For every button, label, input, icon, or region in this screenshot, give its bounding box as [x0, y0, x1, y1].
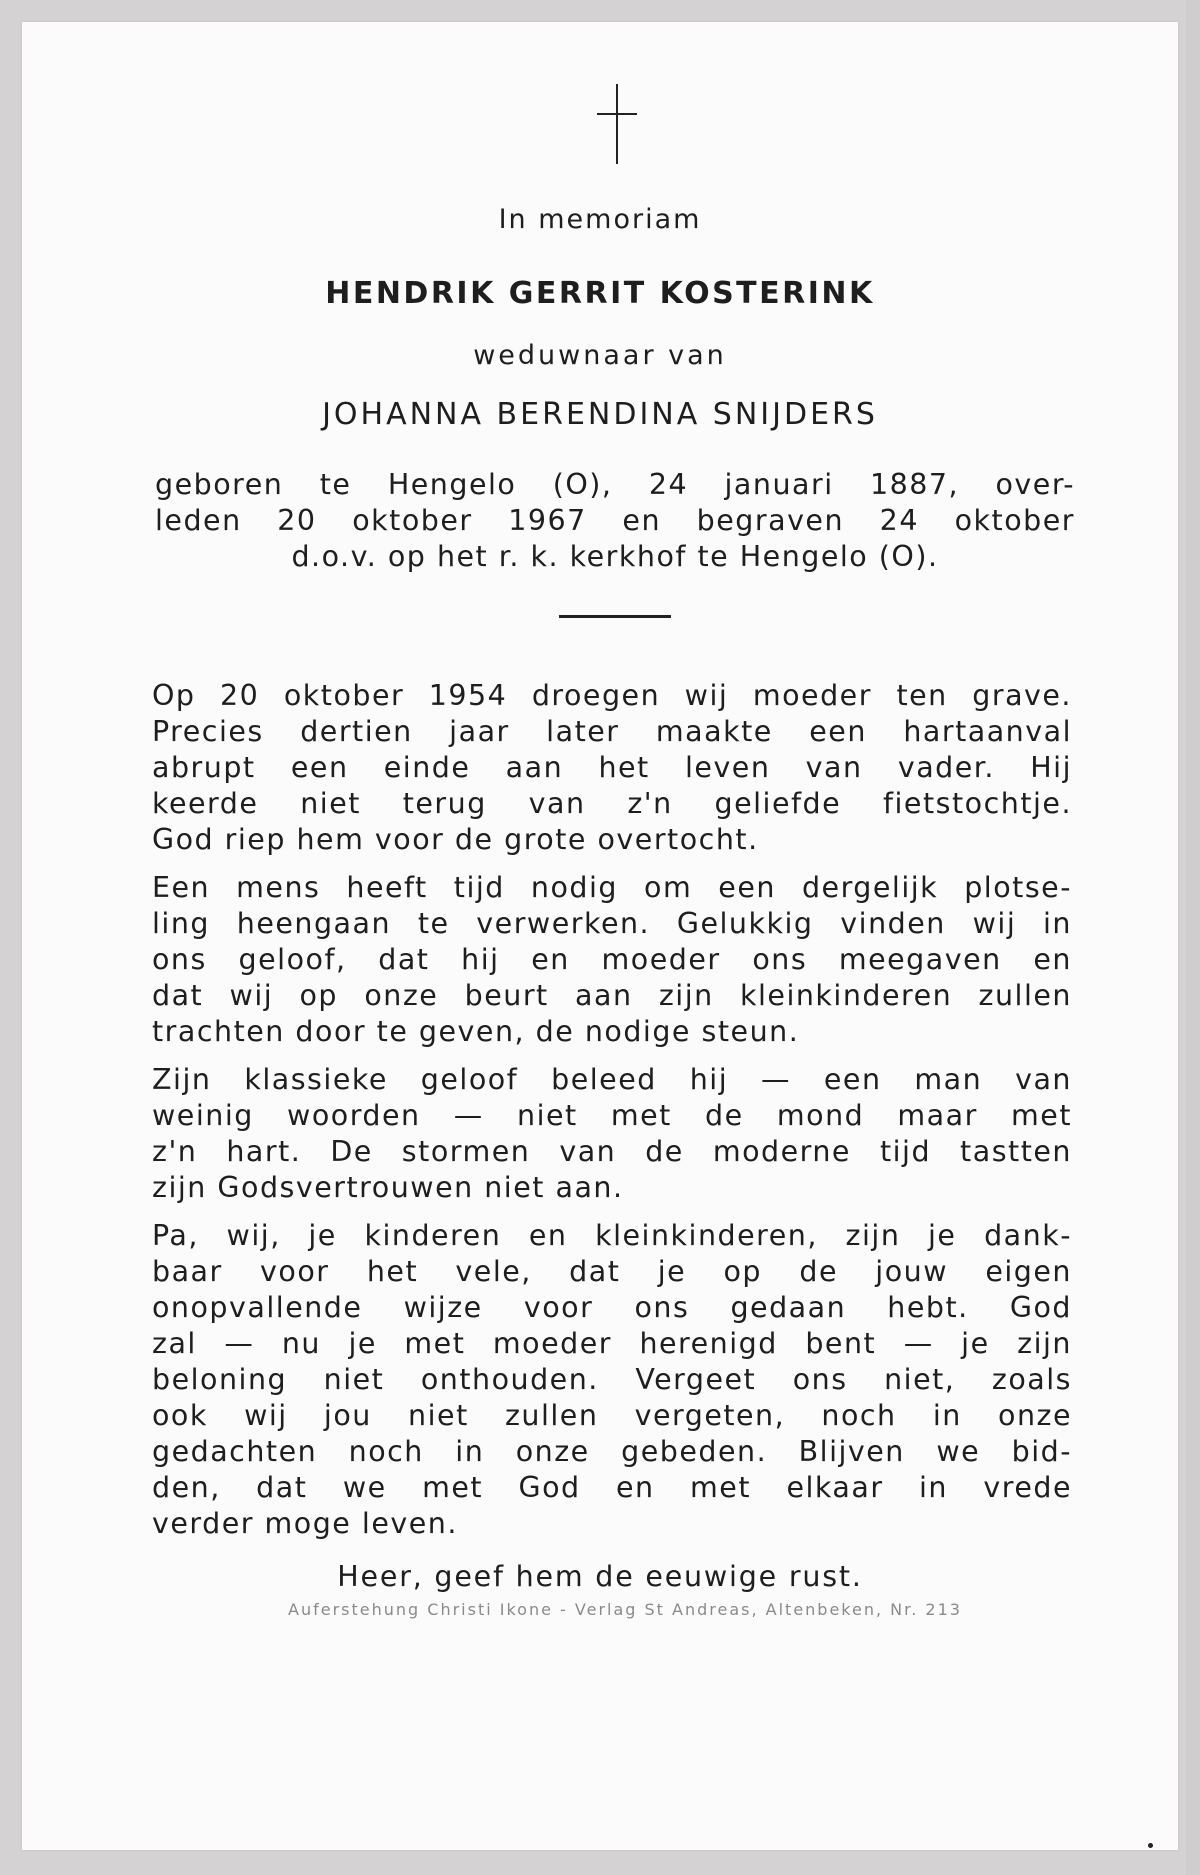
text-line: God riep hem voor de grote overtocht. — [152, 823, 759, 856]
text-line: ook wij jou niet zullen vergeten, noch in onze — [152, 1399, 1072, 1432]
spouse-name: JOHANNA BERENDINA SNIJDERS — [322, 397, 878, 432]
text-line: ons geloof, dat hij en moeder ons meegaven en — [152, 943, 1072, 976]
paragraph — [152, 870, 1072, 1050]
closing-prayer: Heer, geef hem de eeuwige rust. — [337, 1560, 863, 1593]
cross-icon — [597, 84, 637, 164]
deceased-name: HENDRIK GERRIT KOSTERINK — [325, 276, 875, 311]
text-line: baar voor het vele, dat je op de jouw eigen — [152, 1255, 1072, 1288]
paragraph — [152, 1062, 1072, 1206]
text-line: trachten door te geven, de nodige steun. — [152, 1015, 800, 1048]
biography-block — [155, 467, 1075, 575]
bio-line: geboren te Hengelo (O), 24 januari 1887, over- — [155, 468, 1075, 501]
divider — [559, 615, 671, 618]
publisher-imprint: Auferstehung Christi Ikone - Verlag St Andreas, Altenbeken, Nr. 213 — [288, 1600, 962, 1619]
text-line: Op 20 oktober 1954 droegen wij moeder ten grave. — [152, 679, 1072, 712]
text-line: den, dat we met God en met elkaar in vrede — [152, 1471, 1072, 1504]
text-line: dat wij op onze beurt aan zijn kleinkinderen zullen — [152, 979, 1072, 1012]
relation-text: weduwnaar van — [473, 340, 727, 371]
text-line: onopvallende wijze voor ons gedaan hebt. God — [152, 1291, 1072, 1324]
text-line: Een mens heeft tijd nodig om een dergelijk plotse- — [152, 871, 1072, 904]
bio-line: leden 20 oktober 1967 en begraven 24 oktober — [155, 504, 1075, 537]
text-line: beloning niet onthouden. Vergeet ons niet, zoals — [152, 1363, 1072, 1396]
text-line: gedachten noch in onze gebeden. Blijven we bid- — [152, 1435, 1072, 1468]
text-line: keerde niet terug van z'n geliefde fietstochtje. — [152, 787, 1072, 820]
text-line: zijn Godsvertrouwen niet aan. — [152, 1171, 624, 1204]
scan-speck — [1148, 1843, 1153, 1848]
bio-line: d.o.v. op het r. k. kerkhof te Hengelo (O). — [291, 540, 939, 573]
paragraph — [152, 1218, 1072, 1542]
text-line: zal — nu je met moeder herenigd bent — je zijn — [152, 1327, 1072, 1360]
text-line: Precies dertien jaar later maakte een hartaanval — [152, 715, 1072, 748]
text-line: weinig woorden — niet met de mond maar met — [152, 1099, 1072, 1132]
text-line: Pa, wij, je kinderen en kleinkinderen, zijn je dank- — [152, 1219, 1072, 1252]
paragraph — [152, 678, 1072, 858]
text-line: abrupt een einde aan het leven van vader. Hij — [152, 751, 1072, 784]
text-line: Zijn klassieke geloof beleed hij — een man van — [152, 1063, 1072, 1096]
text-line: verder moge leven. — [152, 1507, 458, 1540]
text-line: ling heengaan te verwerken. Gelukkig vinden wij in — [152, 907, 1072, 940]
text-line: z'n hart. De stormen van de moderne tijd tastten — [152, 1135, 1072, 1168]
memoriam-heading: In memoriam — [498, 204, 702, 235]
